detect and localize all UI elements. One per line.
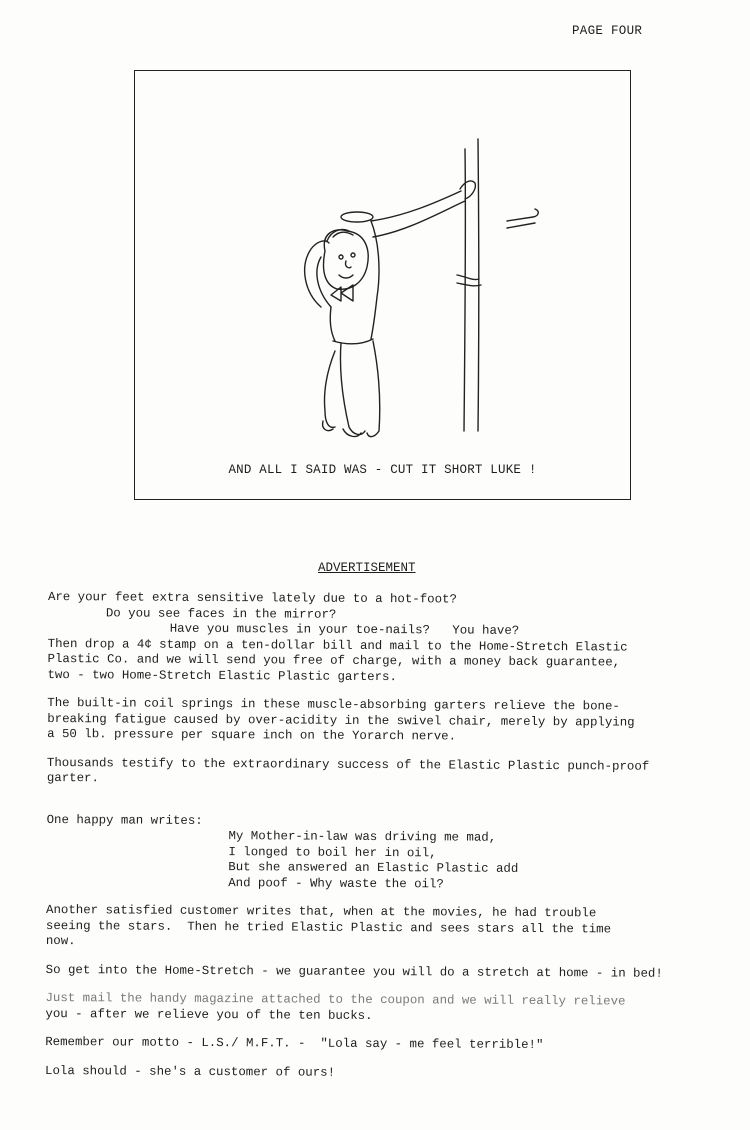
text-line: a 50 lb. pressure per square inch on the Yorarch nerve.: [47, 726, 457, 744]
text-line: breaking fatigue caused by over-acidity in the swivel chair, merely by applying: [47, 711, 635, 730]
neck-stump: [341, 212, 373, 222]
closing-line: Lola should - she's a customer of ours!: [45, 1063, 336, 1080]
text-line: So get into the Home-Stretch - we guarantee you will do a stretch at home - in bed!: [45, 962, 663, 981]
text-line: Then drop a 4¢ stamp on a ten-dollar bill and mail to the Home-Stretch Elastic: [47, 636, 628, 655]
poem-line: I longed to boil her in oil,: [228, 844, 437, 860]
page-number-label: PAGE FOUR: [572, 24, 643, 38]
leg-back: [367, 341, 380, 437]
lower-door-handle: [457, 275, 479, 280]
text-line: Plastic Co. and we will send you free of charge, with a money back guarantee,: [47, 651, 621, 670]
text-line: now.: [45, 933, 76, 949]
hand: [460, 181, 475, 199]
nose: [346, 261, 351, 268]
leg-crossed: [324, 351, 335, 427]
text-line: Do you see faces in the mirror?: [105, 605, 337, 622]
poem-line: My Mother-in-law was driving me mad,: [228, 829, 497, 845]
text-line: Have you muscles in your toe-nails? You have?: [169, 621, 520, 638]
upper-door-handle: [507, 209, 538, 221]
cartoon-caption: AND ALL I SAID WAS - CUT IT SHORT LUKE !: [228, 463, 537, 477]
shoe: [343, 429, 361, 436]
arm-top: [371, 191, 461, 221]
cartoon-drawing: [135, 71, 632, 501]
text-line: you - after we relieve you of the ten bucks.: [45, 1006, 373, 1023]
advertisement-heading: ADVERTISEMENT: [318, 561, 416, 575]
text-line: seeing the stars. Then he tried Elastic Plastic and sees stars all the time: [45, 918, 612, 936]
eye-right: [351, 253, 355, 257]
cartoon-panel: [134, 70, 631, 500]
lower-door-handle-2: [457, 283, 481, 286]
mouth: [339, 275, 353, 278]
text-line: garter.: [46, 770, 99, 786]
text-line: Thousands testify to the extraordinary success of the Elastic Plastic punch-proof: [46, 755, 650, 774]
poem-line: And poof - Why waste the oil?: [228, 875, 444, 891]
shoe-2: [323, 421, 333, 431]
upper-door-handle-lower: [507, 223, 535, 228]
text-line: Another satisfied customer writes that, when at the movies, he had trouble: [46, 902, 597, 921]
belt: [333, 339, 373, 344]
text-line: The built-in coil springs in these muscle-absorbing garters relieve the bone-: [47, 695, 620, 714]
hair: [327, 229, 353, 241]
text-line: Just mail the handy magazine attached to the coupon and we will really relieve: [45, 990, 626, 1009]
leg-front: [340, 343, 365, 434]
testimonial-intro: One happy man writes:: [46, 812, 203, 828]
advertisement-body: [45, 590, 738, 1083]
text-line: Are your feet extra sensitive lately due to a hot-foot?: [47, 590, 457, 607]
motto-line: Remember our motto - L.S./ M.F.T. - "Lola say - me feel terrible!": [45, 1034, 544, 1053]
torso-right: [371, 221, 379, 339]
door-post-left: [464, 149, 465, 431]
eye-left: [339, 255, 343, 259]
arm-bottom: [373, 201, 465, 237]
torso-left: [330, 307, 335, 341]
head: [324, 230, 369, 289]
text-line: two - two Home-Stretch Elastic Plastic garters.: [47, 667, 398, 684]
poem-line: But she answered an Elastic Plastic add: [228, 860, 519, 876]
